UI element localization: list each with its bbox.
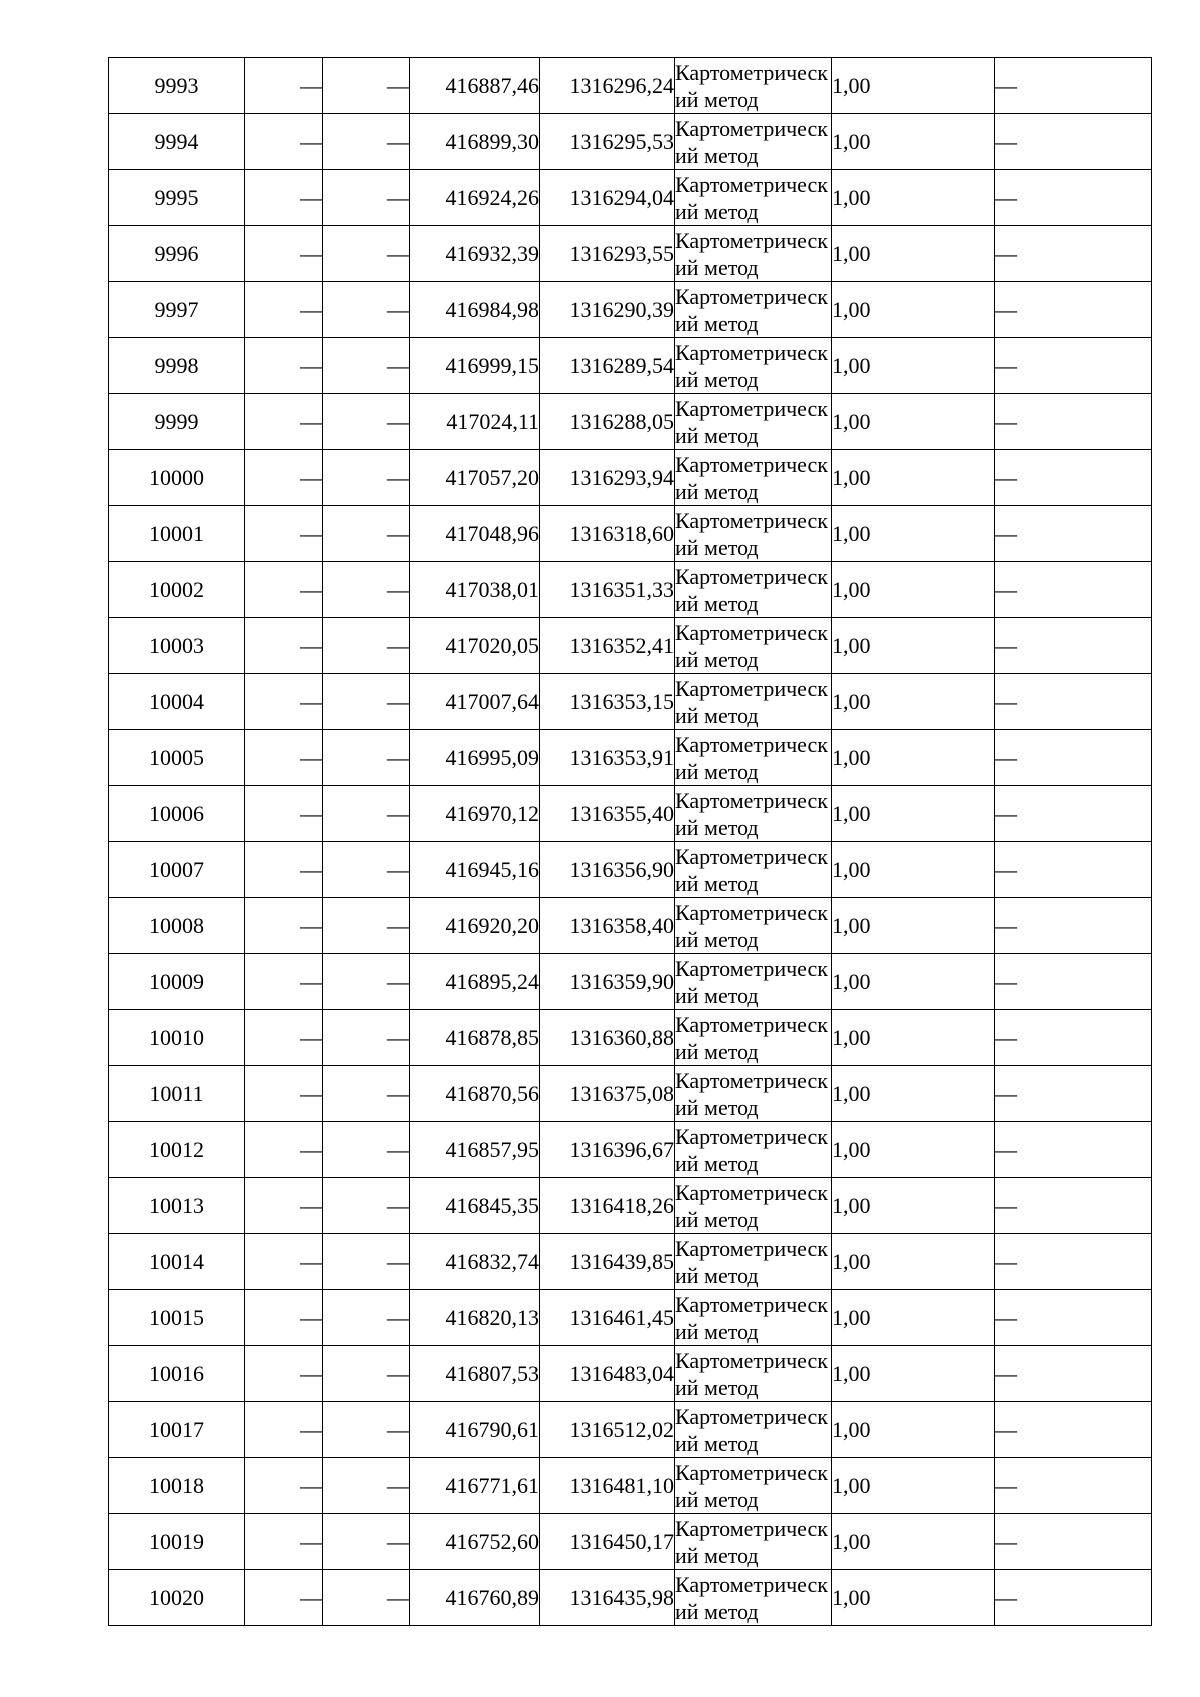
empty-value-cell: — — [245, 58, 323, 114]
point-number-cell: 10007 — [109, 842, 245, 898]
table-row — [109, 954, 1152, 1010]
empty-value-cell: — — [245, 114, 323, 170]
note-cell: — — [995, 1010, 1152, 1066]
y-coordinate-cell: 1316418,26 — [540, 1178, 675, 1234]
y-coordinate-cell: 1316289,54 — [540, 338, 675, 394]
method-cell: Картометрический метод — [675, 1570, 832, 1626]
method-cell: Картометрический метод — [675, 674, 832, 730]
y-coordinate-cell: 1316353,15 — [540, 674, 675, 730]
table-row — [109, 338, 1152, 394]
note-cell: — — [995, 562, 1152, 618]
empty-value-cell: — — [245, 618, 323, 674]
method-cell: Картометрический метод — [675, 1178, 832, 1234]
point-number-cell: 10001 — [109, 506, 245, 562]
empty-value-cell: — — [245, 786, 323, 842]
y-coordinate-cell: 1316351,33 — [540, 562, 675, 618]
x-coordinate-cell: 416970,12 — [410, 786, 540, 842]
empty-value-cell: — — [323, 786, 410, 842]
table-row — [109, 1122, 1152, 1178]
empty-value-cell: — — [323, 1234, 410, 1290]
table-row — [109, 1234, 1152, 1290]
accuracy-cell: 1,00 — [832, 1010, 995, 1066]
accuracy-cell: 1,00 — [832, 730, 995, 786]
method-cell: Картометрический метод — [675, 1066, 832, 1122]
empty-value-cell: — — [323, 954, 410, 1010]
table-row — [109, 1346, 1152, 1402]
empty-value-cell: — — [245, 954, 323, 1010]
table-row — [109, 618, 1152, 674]
note-cell: — — [995, 114, 1152, 170]
y-coordinate-cell: 1316295,53 — [540, 114, 675, 170]
accuracy-cell: 1,00 — [832, 394, 995, 450]
y-coordinate-cell: 1316450,17 — [540, 1514, 675, 1570]
empty-value-cell: — — [323, 394, 410, 450]
empty-value-cell: — — [323, 1514, 410, 1570]
accuracy-cell: 1,00 — [832, 338, 995, 394]
table-row — [109, 674, 1152, 730]
note-cell: — — [995, 786, 1152, 842]
empty-value-cell: — — [245, 506, 323, 562]
point-number-cell: 10014 — [109, 1234, 245, 1290]
note-cell: — — [995, 842, 1152, 898]
y-coordinate-cell: 1316288,05 — [540, 394, 675, 450]
empty-value-cell: — — [323, 506, 410, 562]
x-coordinate-cell: 416752,60 — [410, 1514, 540, 1570]
point-number-cell: 10011 — [109, 1066, 245, 1122]
empty-value-cell: — — [245, 282, 323, 338]
note-cell: — — [995, 898, 1152, 954]
y-coordinate-cell: 1316481,10 — [540, 1458, 675, 1514]
table-row — [109, 1458, 1152, 1514]
method-cell: Картометрический метод — [675, 730, 832, 786]
y-coordinate-cell: 1316435,98 — [540, 1570, 675, 1626]
x-coordinate-cell: 416760,89 — [410, 1570, 540, 1626]
empty-value-cell: — — [245, 1178, 323, 1234]
empty-value-cell: — — [323, 898, 410, 954]
method-cell: Картометрический метод — [675, 1122, 832, 1178]
method-cell: Картометрический метод — [675, 1514, 832, 1570]
x-coordinate-cell: 416771,61 — [410, 1458, 540, 1514]
accuracy-cell: 1,00 — [832, 1290, 995, 1346]
empty-value-cell: — — [323, 170, 410, 226]
point-number-cell: 10012 — [109, 1122, 245, 1178]
note-cell: — — [995, 1570, 1152, 1626]
note-cell: — — [995, 730, 1152, 786]
y-coordinate-cell: 1316396,67 — [540, 1122, 675, 1178]
note-cell: — — [995, 1066, 1152, 1122]
method-cell: Картометрический метод — [675, 282, 832, 338]
x-coordinate-cell: 416932,39 — [410, 226, 540, 282]
y-coordinate-cell: 1316483,04 — [540, 1346, 675, 1402]
point-number-cell: 10002 — [109, 562, 245, 618]
accuracy-cell: 1,00 — [832, 1346, 995, 1402]
method-cell: Картометрический метод — [675, 114, 832, 170]
empty-value-cell: — — [323, 1458, 410, 1514]
point-number-cell: 10018 — [109, 1458, 245, 1514]
empty-value-cell: — — [323, 842, 410, 898]
point-number-cell: 10016 — [109, 1346, 245, 1402]
table-row — [109, 1290, 1152, 1346]
empty-value-cell: — — [245, 730, 323, 786]
point-number-cell: 10009 — [109, 954, 245, 1010]
point-number-cell: 9999 — [109, 394, 245, 450]
x-coordinate-cell: 416995,09 — [410, 730, 540, 786]
method-cell: Картометрический метод — [675, 562, 832, 618]
note-cell: — — [995, 1402, 1152, 1458]
point-number-cell: 9993 — [109, 58, 245, 114]
table-row — [109, 1570, 1152, 1626]
method-cell: Картометрический метод — [675, 954, 832, 1010]
method-cell: Картометрический метод — [675, 394, 832, 450]
accuracy-cell: 1,00 — [832, 226, 995, 282]
y-coordinate-cell: 1316352,41 — [540, 618, 675, 674]
table-row — [109, 842, 1152, 898]
table-row — [109, 170, 1152, 226]
y-coordinate-cell: 1316293,94 — [540, 450, 675, 506]
empty-value-cell: — — [245, 1570, 323, 1626]
x-coordinate-cell: 417007,64 — [410, 674, 540, 730]
x-coordinate-cell: 416845,35 — [410, 1178, 540, 1234]
method-cell: Картометрический метод — [675, 618, 832, 674]
accuracy-cell: 1,00 — [832, 58, 995, 114]
empty-value-cell: — — [323, 58, 410, 114]
method-cell: Картометрический метод — [675, 226, 832, 282]
empty-value-cell: — — [323, 1570, 410, 1626]
y-coordinate-cell: 1316293,55 — [540, 226, 675, 282]
table-row — [109, 114, 1152, 170]
empty-value-cell: — — [245, 1234, 323, 1290]
method-cell: Картометрический метод — [675, 170, 832, 226]
method-cell: Картометрический метод — [675, 58, 832, 114]
y-coordinate-cell: 1316375,08 — [540, 1066, 675, 1122]
empty-value-cell: — — [245, 674, 323, 730]
empty-value-cell: — — [245, 450, 323, 506]
table-row — [109, 1066, 1152, 1122]
table-row — [109, 58, 1152, 114]
empty-value-cell: — — [245, 394, 323, 450]
empty-value-cell: — — [323, 674, 410, 730]
empty-value-cell: — — [245, 338, 323, 394]
point-number-cell: 10017 — [109, 1402, 245, 1458]
empty-value-cell: — — [245, 1458, 323, 1514]
empty-value-cell: — — [323, 226, 410, 282]
x-coordinate-cell: 416924,26 — [410, 170, 540, 226]
note-cell: — — [995, 954, 1152, 1010]
table-row — [109, 506, 1152, 562]
point-number-cell: 9998 — [109, 338, 245, 394]
y-coordinate-cell: 1316353,91 — [540, 730, 675, 786]
x-coordinate-cell: 417024,11 — [410, 394, 540, 450]
y-coordinate-cell: 1316294,04 — [540, 170, 675, 226]
note-cell: — — [995, 170, 1152, 226]
note-cell: — — [995, 450, 1152, 506]
accuracy-cell: 1,00 — [832, 954, 995, 1010]
accuracy-cell: 1,00 — [832, 170, 995, 226]
accuracy-cell: 1,00 — [832, 898, 995, 954]
empty-value-cell: — — [245, 1122, 323, 1178]
accuracy-cell: 1,00 — [832, 1178, 995, 1234]
point-number-cell: 9995 — [109, 170, 245, 226]
point-number-cell: 10015 — [109, 1290, 245, 1346]
empty-value-cell: — — [323, 1402, 410, 1458]
y-coordinate-cell: 1316318,60 — [540, 506, 675, 562]
y-coordinate-cell: 1316439,85 — [540, 1234, 675, 1290]
point-number-cell: 10008 — [109, 898, 245, 954]
accuracy-cell: 1,00 — [832, 618, 995, 674]
table-row — [109, 394, 1152, 450]
table-row — [109, 282, 1152, 338]
table-row — [109, 226, 1152, 282]
empty-value-cell: — — [323, 562, 410, 618]
empty-value-cell: — — [245, 226, 323, 282]
method-cell: Картометрический метод — [675, 1346, 832, 1402]
point-number-cell: 9996 — [109, 226, 245, 282]
table-row — [109, 1514, 1152, 1570]
x-coordinate-cell: 416899,30 — [410, 114, 540, 170]
x-coordinate-cell: 416895,24 — [410, 954, 540, 1010]
accuracy-cell: 1,00 — [832, 1570, 995, 1626]
coordinates-table — [108, 57, 1152, 1626]
note-cell: — — [995, 394, 1152, 450]
y-coordinate-cell: 1316512,02 — [540, 1402, 675, 1458]
table-row — [109, 450, 1152, 506]
method-cell: Картометрический метод — [675, 1458, 832, 1514]
table-row — [109, 562, 1152, 618]
accuracy-cell: 1,00 — [832, 562, 995, 618]
x-coordinate-cell: 416790,61 — [410, 1402, 540, 1458]
accuracy-cell: 1,00 — [832, 1066, 995, 1122]
table-body — [109, 58, 1152, 1626]
empty-value-cell: — — [245, 898, 323, 954]
accuracy-cell: 1,00 — [832, 1458, 995, 1514]
x-coordinate-cell: 416870,56 — [410, 1066, 540, 1122]
note-cell: — — [995, 1122, 1152, 1178]
empty-value-cell: — — [245, 1010, 323, 1066]
note-cell: — — [995, 1178, 1152, 1234]
x-coordinate-cell: 416984,98 — [410, 282, 540, 338]
empty-value-cell: — — [323, 1178, 410, 1234]
method-cell: Картометрический метод — [675, 1010, 832, 1066]
note-cell: — — [995, 618, 1152, 674]
note-cell: — — [995, 226, 1152, 282]
accuracy-cell: 1,00 — [832, 1122, 995, 1178]
y-coordinate-cell: 1316358,40 — [540, 898, 675, 954]
accuracy-cell: 1,00 — [832, 1234, 995, 1290]
x-coordinate-cell: 416945,16 — [410, 842, 540, 898]
note-cell: — — [995, 1290, 1152, 1346]
method-cell: Картометрический метод — [675, 1290, 832, 1346]
x-coordinate-cell: 416887,46 — [410, 58, 540, 114]
y-coordinate-cell: 1316359,90 — [540, 954, 675, 1010]
note-cell: — — [995, 1346, 1152, 1402]
empty-value-cell: — — [245, 1514, 323, 1570]
empty-value-cell: — — [323, 1010, 410, 1066]
method-cell: Картометрический метод — [675, 842, 832, 898]
point-number-cell: 10004 — [109, 674, 245, 730]
empty-value-cell: — — [245, 1066, 323, 1122]
accuracy-cell: 1,00 — [832, 282, 995, 338]
point-number-cell: 10010 — [109, 1010, 245, 1066]
method-cell: Картометрический метод — [675, 450, 832, 506]
x-coordinate-cell: 416832,74 — [410, 1234, 540, 1290]
y-coordinate-cell: 1316360,88 — [540, 1010, 675, 1066]
empty-value-cell: — — [323, 450, 410, 506]
point-number-cell: 10003 — [109, 618, 245, 674]
method-cell: Картометрический метод — [675, 786, 832, 842]
table-row — [109, 898, 1152, 954]
empty-value-cell: — — [323, 1346, 410, 1402]
x-coordinate-cell: 416807,53 — [410, 1346, 540, 1402]
empty-value-cell: — — [245, 842, 323, 898]
method-cell: Картометрический метод — [675, 1402, 832, 1458]
empty-value-cell: — — [323, 338, 410, 394]
x-coordinate-cell: 416920,20 — [410, 898, 540, 954]
empty-value-cell: — — [323, 282, 410, 338]
y-coordinate-cell: 1316355,40 — [540, 786, 675, 842]
table-row — [109, 1402, 1152, 1458]
empty-value-cell: — — [245, 1290, 323, 1346]
point-number-cell: 10000 — [109, 450, 245, 506]
x-coordinate-cell: 416820,13 — [410, 1290, 540, 1346]
y-coordinate-cell: 1316290,39 — [540, 282, 675, 338]
table-row — [109, 786, 1152, 842]
point-number-cell: 10013 — [109, 1178, 245, 1234]
y-coordinate-cell: 1316461,45 — [540, 1290, 675, 1346]
method-cell: Картометрический метод — [675, 1234, 832, 1290]
x-coordinate-cell: 417057,20 — [410, 450, 540, 506]
empty-value-cell: — — [323, 618, 410, 674]
table-row — [109, 730, 1152, 786]
note-cell: — — [995, 338, 1152, 394]
note-cell: — — [995, 58, 1152, 114]
accuracy-cell: 1,00 — [832, 674, 995, 730]
note-cell: — — [995, 1458, 1152, 1514]
table-row — [109, 1010, 1152, 1066]
x-coordinate-cell: 417020,05 — [410, 618, 540, 674]
x-coordinate-cell: 416857,95 — [410, 1122, 540, 1178]
empty-value-cell: — — [323, 114, 410, 170]
note-cell: — — [995, 282, 1152, 338]
empty-value-cell: — — [245, 1346, 323, 1402]
empty-value-cell: — — [245, 170, 323, 226]
accuracy-cell: 1,00 — [832, 506, 995, 562]
y-coordinate-cell: 1316296,24 — [540, 58, 675, 114]
accuracy-cell: 1,00 — [832, 842, 995, 898]
point-number-cell: 9994 — [109, 114, 245, 170]
method-cell: Картометрический метод — [675, 338, 832, 394]
y-coordinate-cell: 1316356,90 — [540, 842, 675, 898]
accuracy-cell: 1,00 — [832, 1402, 995, 1458]
accuracy-cell: 1,00 — [832, 1514, 995, 1570]
empty-value-cell: — — [245, 1402, 323, 1458]
point-number-cell: 10020 — [109, 1570, 245, 1626]
accuracy-cell: 1,00 — [832, 114, 995, 170]
note-cell: — — [995, 674, 1152, 730]
empty-value-cell: — — [245, 562, 323, 618]
note-cell: — — [995, 1234, 1152, 1290]
accuracy-cell: 1,00 — [832, 786, 995, 842]
method-cell: Картометрический метод — [675, 898, 832, 954]
method-cell: Картометрический метод — [675, 506, 832, 562]
point-number-cell: 10006 — [109, 786, 245, 842]
point-number-cell: 10005 — [109, 730, 245, 786]
empty-value-cell: — — [323, 1066, 410, 1122]
x-coordinate-cell: 416878,85 — [410, 1010, 540, 1066]
empty-value-cell: — — [323, 730, 410, 786]
point-number-cell: 9997 — [109, 282, 245, 338]
table-row — [109, 1178, 1152, 1234]
x-coordinate-cell: 417048,96 — [410, 506, 540, 562]
empty-value-cell: — — [323, 1290, 410, 1346]
x-coordinate-cell: 417038,01 — [410, 562, 540, 618]
empty-value-cell: — — [323, 1122, 410, 1178]
note-cell: — — [995, 1514, 1152, 1570]
x-coordinate-cell: 416999,15 — [410, 338, 540, 394]
note-cell: — — [995, 506, 1152, 562]
accuracy-cell: 1,00 — [832, 450, 995, 506]
point-number-cell: 10019 — [109, 1514, 245, 1570]
